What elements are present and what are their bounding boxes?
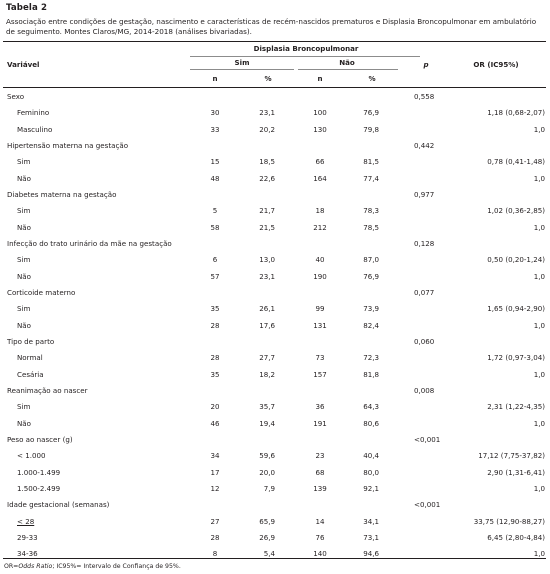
cell-pct-nao: 72,3 bbox=[363, 353, 379, 363]
cell-pct-sim: 65,9 bbox=[259, 516, 275, 526]
cell-p-value: <0,001 bbox=[414, 500, 441, 510]
row-label: Corticoide materno bbox=[7, 287, 76, 297]
cell-odds-ratio: 1,72 (0,97-3,04) bbox=[487, 353, 545, 363]
cell-odds-ratio: 1,0 bbox=[533, 271, 545, 281]
cell-odds-ratio: 1,18 (0,68-2,07) bbox=[487, 108, 545, 118]
cell-pct-nao: 82,4 bbox=[363, 320, 379, 330]
cell-odds-ratio: 1,0 bbox=[533, 124, 545, 134]
cell-pct-sim: 22,6 bbox=[259, 173, 275, 183]
cell-p-value: 0,558 bbox=[414, 92, 435, 101]
cell-n-sim: 46 bbox=[210, 418, 220, 428]
cell-n-sim: 33 bbox=[210, 124, 220, 134]
table-title: Tabela 2 bbox=[6, 3, 48, 13]
row-label: Sim bbox=[17, 206, 31, 216]
row-label: Cesária bbox=[17, 369, 44, 379]
cell-n-sim: 6 bbox=[212, 255, 218, 265]
cell-n-nao: 131 bbox=[313, 320, 327, 330]
cell-n-nao: 40 bbox=[315, 255, 325, 265]
footnote-part3: ; IC95%= Intervalo de Confiança de 95%. bbox=[52, 563, 181, 570]
cell-pct-nao: 81,8 bbox=[363, 369, 379, 379]
cell-n-nao: 66 bbox=[315, 157, 325, 167]
cell-odds-ratio: 17,12 (7,75-37,82) bbox=[478, 451, 545, 461]
header-nao: Não bbox=[339, 58, 355, 67]
cell-pct-nao: 87,0 bbox=[363, 255, 379, 265]
row-label: Hipertensão materna na gestação bbox=[7, 140, 129, 150]
cell-n-sim: 57 bbox=[210, 271, 220, 281]
row-label: Sim bbox=[17, 304, 31, 314]
cell-pct-nao: 80,0 bbox=[363, 467, 379, 477]
cell-n-nao: 68 bbox=[315, 467, 325, 477]
cell-n-nao: 73 bbox=[315, 353, 325, 363]
sim-rule bbox=[190, 69, 294, 70]
cell-p-value: <0,001 bbox=[414, 434, 441, 444]
cell-n-nao: 100 bbox=[313, 108, 327, 118]
row-label: Não bbox=[17, 320, 31, 330]
row-label: Não bbox=[17, 222, 31, 232]
cell-n-sim: 27 bbox=[210, 516, 220, 526]
group-rule bbox=[190, 56, 420, 57]
cell-pct-nao: 73,9 bbox=[363, 304, 379, 314]
cell-pct-nao: 34,1 bbox=[363, 516, 379, 526]
footnote-part2: Odds Ratio bbox=[18, 563, 53, 570]
header-bottom-rule bbox=[3, 87, 546, 88]
cell-odds-ratio: 1,0 bbox=[533, 483, 545, 493]
cell-pct-sim: 26,1 bbox=[259, 304, 275, 314]
cell-p-value: 0,077 bbox=[414, 287, 435, 297]
cell-odds-ratio: 1,0 bbox=[533, 549, 545, 559]
row-label: Não bbox=[17, 418, 31, 428]
cell-n-sim: 28 bbox=[210, 532, 220, 542]
cell-n-sim: 35 bbox=[210, 369, 220, 379]
cell-n-nao: 140 bbox=[313, 549, 327, 559]
row-label: Peso ao nascer (g) bbox=[7, 434, 73, 444]
cell-odds-ratio: 0,50 (0,20-1,24) bbox=[487, 255, 545, 265]
cell-n-sim: 17 bbox=[210, 467, 220, 477]
cell-n-sim: 15 bbox=[210, 157, 220, 167]
cell-pct-sim: 13,0 bbox=[259, 255, 275, 265]
row-label: < 28 bbox=[17, 516, 35, 526]
cell-pct-nao: 76,9 bbox=[363, 108, 379, 118]
cell-odds-ratio: 1,0 bbox=[533, 173, 545, 183]
row-label: Idade gestacional (semanas) bbox=[7, 500, 110, 510]
row-label: Feminino bbox=[17, 108, 50, 118]
cell-pct-nao: 73,1 bbox=[363, 532, 379, 542]
header-n-nao: n bbox=[317, 74, 323, 83]
cell-p-value: 0,128 bbox=[414, 238, 435, 248]
cell-pct-nao: 80,6 bbox=[363, 418, 379, 428]
cell-odds-ratio: 1,0 bbox=[533, 222, 545, 232]
cell-n-sim: 28 bbox=[210, 353, 220, 363]
cell-n-sim: 5 bbox=[212, 206, 218, 216]
cell-pct-nao: 64,3 bbox=[363, 402, 379, 412]
cell-odds-ratio: 1,0 bbox=[533, 418, 545, 428]
cell-odds-ratio: 0,78 (0,41-1,48) bbox=[487, 157, 545, 167]
cell-n-sim: 58 bbox=[210, 222, 220, 232]
cell-pct-sim: 17,6 bbox=[259, 320, 275, 330]
cell-odds-ratio: 1,65 (0,94-2,90) bbox=[487, 304, 545, 314]
cell-pct-sim: 20,2 bbox=[259, 124, 275, 134]
footnote-part1: OR= bbox=[4, 563, 19, 570]
cell-n-sim: 48 bbox=[210, 173, 220, 183]
cell-pct-sim: 18,5 bbox=[259, 157, 275, 167]
cell-n-nao: 139 bbox=[313, 483, 327, 493]
row-label: Sim bbox=[17, 157, 31, 167]
cell-pct-sim: 20,0 bbox=[259, 467, 275, 477]
cell-n-nao: 164 bbox=[313, 173, 327, 183]
row-label: Reanimação ao nascer bbox=[7, 385, 88, 395]
cell-pct-sim: 5,4 bbox=[263, 549, 275, 559]
cell-pct-nao: 92,1 bbox=[363, 483, 379, 493]
cell-pct-sim: 27,7 bbox=[259, 353, 275, 363]
table-caption: Associação entre condições de gestação, nascimento e características de recém-nascidos prematuros e Displasia Broncopulmonar em ambulatório de seguimento. Montes Claros/MG, 2014-2018 (análises bivariadas). bbox=[6, 17, 537, 36]
cell-n-nao: 157 bbox=[313, 369, 327, 379]
row-label: 1.000-1.499 bbox=[17, 467, 61, 477]
cell-odds-ratio: 33,75 (12,90-88,27) bbox=[473, 516, 545, 526]
cell-n-nao: 36 bbox=[315, 402, 325, 412]
header-variable: Variável bbox=[7, 60, 40, 69]
header-group: Displasia Broncopulmonar bbox=[253, 44, 359, 53]
cell-n-sim: 20 bbox=[210, 402, 220, 412]
row-label: Sim bbox=[17, 402, 31, 412]
cell-p-value: 0,977 bbox=[414, 189, 435, 199]
cell-p-value: 0,442 bbox=[414, 140, 435, 150]
row-label: Tipo de parto bbox=[7, 336, 55, 346]
bottom-rule bbox=[3, 558, 546, 559]
cell-pct-nao: 40,4 bbox=[363, 451, 379, 461]
cell-n-nao: 76 bbox=[315, 532, 325, 542]
header-n-sim: n bbox=[212, 74, 218, 83]
cell-pct-nao: 79,8 bbox=[363, 124, 379, 134]
row-label: Masculino bbox=[17, 124, 53, 134]
row-label: < 1.000 bbox=[17, 451, 46, 461]
row-label: Não bbox=[17, 271, 31, 281]
cell-n-nao: 23 bbox=[315, 451, 325, 461]
row-label: 34-36 bbox=[17, 549, 38, 559]
cell-n-nao: 18 bbox=[315, 206, 325, 216]
cell-n-nao: 99 bbox=[315, 304, 325, 314]
header-sim: Sim bbox=[234, 58, 250, 67]
cell-n-nao: 191 bbox=[313, 418, 327, 428]
cell-pct-sim: 23,1 bbox=[259, 271, 275, 281]
top-rule bbox=[3, 41, 546, 42]
cell-pct-nao: 81,5 bbox=[363, 157, 379, 167]
nao-rule bbox=[298, 69, 398, 70]
cell-n-sim: 28 bbox=[210, 320, 220, 330]
cell-pct-nao: 76,9 bbox=[363, 271, 379, 281]
cell-n-nao: 14 bbox=[315, 516, 325, 526]
header-pct-nao: % bbox=[368, 74, 376, 83]
header-pct-sim: % bbox=[264, 74, 272, 83]
cell-n-sim: 30 bbox=[210, 108, 220, 118]
cell-n-nao: 190 bbox=[313, 271, 327, 281]
row-label: 29-33 bbox=[17, 532, 38, 542]
cell-pct-sim: 35,7 bbox=[259, 402, 275, 412]
row-label: Sim bbox=[17, 255, 31, 265]
cell-pct-sim: 23,1 bbox=[259, 108, 275, 118]
cell-n-sim: 8 bbox=[212, 549, 218, 559]
cell-n-nao: 130 bbox=[313, 124, 327, 134]
cell-odds-ratio: 6,45 (2,80-4,84) bbox=[487, 532, 545, 542]
cell-p-value: 0,008 bbox=[414, 385, 435, 395]
cell-odds-ratio: 2,31 (1,22-4,35) bbox=[487, 402, 545, 412]
cell-odds-ratio: 1,0 bbox=[533, 320, 545, 330]
cell-pct-nao: 77,4 bbox=[363, 173, 379, 183]
table-footnote bbox=[4, 563, 181, 570]
row-label: Sexo bbox=[7, 92, 25, 101]
cell-pct-nao: 78,5 bbox=[363, 222, 379, 232]
cell-n-sim: 12 bbox=[210, 483, 220, 493]
row-label: Infecção do trato urinário da mãe na gestação bbox=[7, 238, 172, 248]
cell-pct-sim: 19,4 bbox=[259, 418, 275, 428]
cell-pct-nao: 94,6 bbox=[363, 549, 379, 559]
row-label: Não bbox=[17, 173, 31, 183]
cell-p-value: 0,060 bbox=[414, 336, 435, 346]
cell-odds-ratio: 1,02 (0,36-2,85) bbox=[487, 206, 545, 216]
cell-n-nao: 212 bbox=[313, 222, 327, 232]
cell-pct-sim: 59,6 bbox=[259, 451, 275, 461]
row-label: Diabetes materna na gestação bbox=[7, 189, 117, 199]
cell-pct-sim: 21,7 bbox=[259, 206, 275, 216]
cell-odds-ratio: 2,90 (1,31-6,41) bbox=[487, 467, 545, 477]
cell-pct-nao: 78,3 bbox=[363, 206, 379, 216]
row-label: Normal bbox=[17, 353, 43, 363]
cell-odds-ratio: 1,0 bbox=[533, 369, 545, 379]
cell-n-sim: 35 bbox=[210, 304, 220, 314]
row-label: 1.500-2.499 bbox=[17, 483, 61, 493]
cell-pct-sim: 21,5 bbox=[259, 222, 275, 232]
cell-pct-sim: 7,9 bbox=[263, 483, 275, 493]
header-p: p bbox=[423, 60, 429, 69]
cell-n-sim: 34 bbox=[210, 451, 220, 461]
cell-pct-sim: 26,9 bbox=[259, 532, 275, 542]
header-or: OR (IC95%) bbox=[473, 60, 519, 69]
cell-pct-sim: 18,2 bbox=[259, 369, 275, 379]
